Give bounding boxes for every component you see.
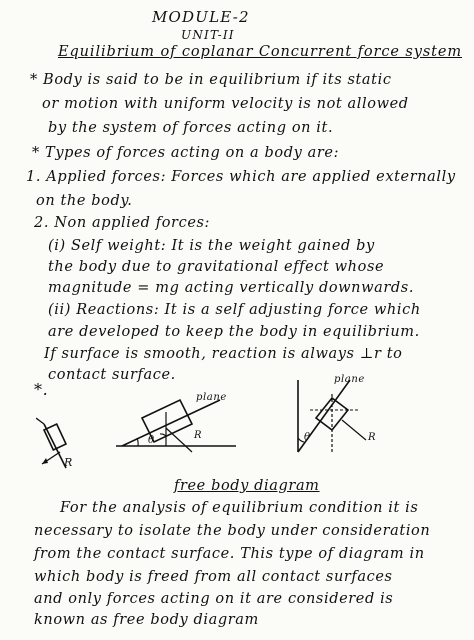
body-line-14: contact surface. xyxy=(48,367,176,383)
fbd-line-4: which body is freed from all contact surfaces xyxy=(34,569,393,585)
diagram-bullet: *. xyxy=(34,380,49,399)
body-line-12: are developed to keep the body in equilibrium. xyxy=(48,324,420,340)
small-incline-sketch xyxy=(36,412,96,482)
fbd-line-6: known as free body diagram xyxy=(34,612,259,628)
body-line-5: 1. Applied forces: Forces which are applied externally xyxy=(26,169,456,185)
fbd-line-5: and only forces acting on it are considered is xyxy=(34,591,394,607)
label-theta-right: θ xyxy=(304,432,311,443)
body-line-2: or motion with uniform velocity is not allowed xyxy=(42,96,409,112)
fbd-line-3: from the contact surface. This type of diagram in xyxy=(34,546,425,562)
body-line-6: on the body. xyxy=(36,193,133,209)
body-line-13: If surface is smooth, reaction is always ⊥r to xyxy=(44,346,403,362)
body-line-10: magnitude = mg acting vertically downwards. xyxy=(48,280,415,296)
label-r-small: R xyxy=(64,456,73,469)
label-theta-left: θ xyxy=(148,435,155,446)
fbd-heading: free body diagram xyxy=(174,478,320,494)
body-line-3: by the system of forces acting on it. xyxy=(48,120,334,136)
fbd-line-2: necessary to isolate the body under consideration xyxy=(34,523,431,539)
body-line-9: the body due to gravitational effect whose xyxy=(48,259,385,275)
body-line-11: (ii) Reactions: It is a self adjusting force which xyxy=(48,302,421,318)
unit-heading: UNIT-II xyxy=(181,28,235,42)
module-heading: MODULE-2 xyxy=(152,8,250,26)
body-line-7: 2. Non applied forces: xyxy=(34,215,211,231)
label-r-left: R xyxy=(194,430,203,441)
fbd-line-1: For the analysis of equilibrium condition it is xyxy=(60,500,419,516)
body-line-4: * Types of forces acting on a body are: xyxy=(32,145,340,161)
body-line-1: * Body is said to be in equilibrium if its static xyxy=(30,72,392,88)
page-title: Equilibrium of coplanar Concurrent force system xyxy=(58,44,463,60)
label-r-right: R xyxy=(368,432,377,443)
label-plane-right: plane xyxy=(334,374,365,385)
body-line-8: (i) Self weight: It is the weight gained by xyxy=(48,238,375,254)
wall-plane-diagram xyxy=(288,376,378,456)
label-plane-left: plane xyxy=(196,392,227,403)
